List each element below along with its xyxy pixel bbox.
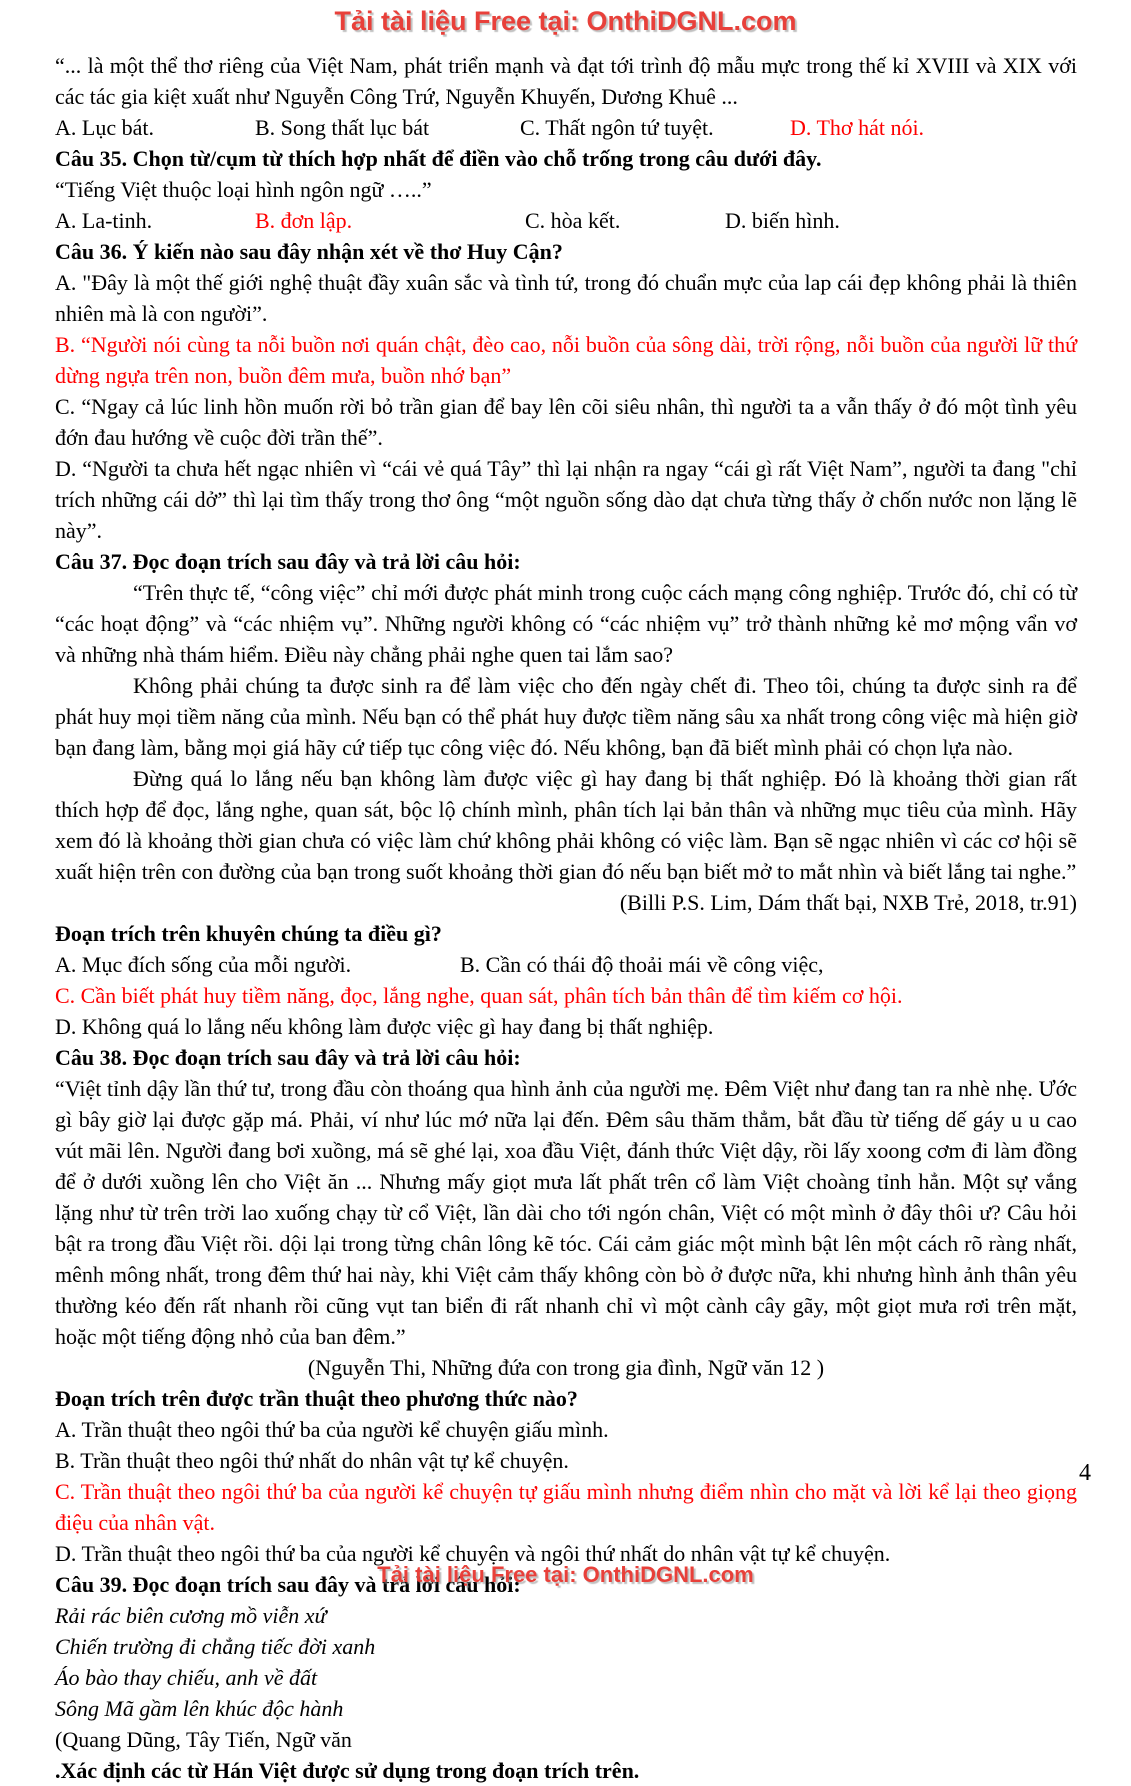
q37-option-a: A. Mục đích sống của mỗi người. (55, 952, 352, 977)
q37-passage-para1: “Trên thực tế, “công việc” chỉ mới được phát minh trong cuộc cách mạng công nghiệp. Trước đó, chỉ có từ “các hoạt động” và “các nhiệm vụ”. Những người không có “các nhiệm vụ” trở thành những kẻ mơ mộng vẩn vơ và những nhà thám hiểm. Điều này chẳng phải nghe quen tai lắm sao? (55, 580, 1077, 667)
q38-source: (Nguyễn Thi, Những đứa con trong gia đình, Ngữ văn 12 ) (307, 1355, 825, 1380)
q38-option-c-answer: C. Trần thuật theo ngôi thứ ba của người kể chuyện tự giấu mình nhưng điểm nhìn cho mặt và lời kể lại theo giọng điệu của nhân vật. (55, 1479, 1077, 1535)
q35-options-row (55, 205, 1077, 236)
q39-poem-line-2: Chiến trường đi chẳng tiếc đời xanh (55, 1634, 376, 1659)
q35-option-a: A. La-tinh. (55, 208, 153, 233)
q37-options-row-ab (55, 949, 1077, 980)
q38-heading: Câu 38. Đọc đoạn trích sau đây và trả lời câu hỏi: (55, 1045, 521, 1070)
q39-source: (Quang Dũng, Tây Tiến, Ngữ văn (55, 1727, 352, 1752)
header-banner (0, 6, 1131, 37)
q36-option-b-answer: B. “Người nói cùng ta nỗi buồn nơi quán chật, đèo cao, nỗi buồn của sông dài, trời rộng, nỗi buồn của người lữ thứ dừng ngựa trên non, buồn đêm mưa, buồn nhớ bạn” (55, 332, 1077, 388)
q37-heading: Câu 37. Đọc đoạn trích sau đây và trả lời câu hỏi: (55, 549, 521, 574)
q36-option-d: D. “Người ta chưa hết ngạc nhiên vì “cái vẻ quá Tây” thì lại nhận ra ngay “cái gì rất Việt Nam”, người ta đang "chỉ trích những cái dở” thì lại tìm thấy trong thơ ông “một nguồn sống dào dạt chưa từng thấy ở chốn nước non lặng lẽ này”. (55, 456, 1077, 543)
q34-stem: “... là một thể thơ riêng của Việt Nam, phát triển mạnh và đạt tới trình độ mẫu mực trong thế kỉ XVIII và XIX với các tác gia kiệt xuất như Nguyễn Công Trứ, Nguyễn Khuyến, Dương Khuê ... (55, 53, 1077, 109)
q34-option-d-answer: D. Thơ hát nói. (790, 115, 925, 140)
q38-option-a: A. Trần thuật theo ngôi thứ ba của người kể chuyện giấu mình. (55, 1417, 609, 1442)
q34-option-b: B. Song thất lục bát (255, 115, 430, 140)
q38-option-b: B. Trần thuật theo ngôi thứ nhất do nhân vật tự kể chuyện. (55, 1448, 569, 1473)
q39-poem-line-4: Sông Mã gầm lên khúc độc hành (55, 1696, 344, 1721)
q39-poem-line-1: Rải rác biên cương mồ viễn xứ (55, 1603, 327, 1628)
q35-heading: Câu 35. Chọn từ/cụm từ thích hợp nhất để điền vào chỗ trống trong câu dưới đây. (55, 146, 822, 171)
document-body (55, 50, 1077, 1786)
q39-question: .Xác định các từ Hán Việt được sử dụng trong đoạn trích trên. (55, 1758, 640, 1783)
q36-heading: Câu 36. Ý kiến nào sau đây nhận xét về thơ Huy Cận? (55, 239, 563, 264)
q39-heading: Câu 39. Đọc đoạn trích sau đây và trả lời câu hỏi: (55, 1572, 521, 1597)
q37-passage-para3: Đừng quá lo lắng nếu bạn không làm được việc gì hay đang bị thất nghiệp. Đó là khoảng thời gian rất thích hợp để đọc, lắng nghe, quan sát, bộc lộ chính mình, phân tích lại bản thân và những mục tiêu của mình. Hãy xem đó là khoảng thời gian chưa có việc làm chứ không phải không có việc làm. Bạn sẽ ngạc nhiên vì các cơ hội sẽ xuất hiện trên con đường của bạn trong suốt khoảng thời gian đó nếu bạn biết mở to mắt nhìn và biết lắng tai nghe.” (55, 766, 1077, 884)
q36-option-a: A. "Đây là một thế giới nghệ thuật đầy xuân sắc và tình tứ, trong đó chuẩn mực của lap cái đẹp không phải là thiên nhiên mà là con người”. (55, 270, 1077, 326)
q37-option-b: B. Cần có thái độ thoải mái về công việc, (460, 952, 824, 977)
q38-question: Đoạn trích trên được trần thuật theo phương thức nào? (55, 1386, 578, 1411)
footer-banner (0, 1559, 1131, 1590)
q34-option-c: C. Thất ngôn tứ tuyệt. (520, 115, 714, 140)
q37-option-c-answer: C. Cần biết phát huy tiềm năng, đọc, lắng nghe, quan sát, phân tích bản thân để tìm kiếm cơ hội. (55, 983, 903, 1008)
q35-stem: “Tiếng Việt thuộc loại hình ngôn ngữ …..” (55, 177, 432, 202)
page-number: 4 (1079, 1460, 1091, 1486)
q37-question: Đoạn trích trên khuyên chúng ta điều gì? (55, 921, 442, 946)
q35-option-b-answer: B. đơn lập. (255, 208, 353, 233)
q37-option-d: D. Không quá lo lắng nếu không làm được việc gì hay đang bị thất nghiệp. (55, 1014, 714, 1039)
q38-option-d: D. Trần thuật theo ngôi thứ ba của người kể chuyện và ngôi thứ nhất do nhân vật tự kể chuyện. (55, 1541, 891, 1566)
q34-option-a: A. Lục bát. (55, 115, 154, 140)
q36-option-c: C. “Ngay cả lúc linh hồn muốn rời bỏ trần gian để bay lên cõi siêu nhân, thì người ta a vẫn thấy ở đó một tình yêu đớn đau hướng về cuộc đời trần thế”. (55, 394, 1077, 450)
q35-option-d: D. biến hình. (725, 208, 840, 233)
q37-passage-para2: Không phải chúng ta được sinh ra để làm việc cho đến ngày chết đi. Theo tôi, chúng ta được sinh ra để phát huy mọi tiềm năng của mình. Nếu bạn có thể phát huy được tiềm năng sâu xa nhất trong công việc mà hiện giờ bạn đang làm, bằng mọi giá hãy cứ tiếp tục công việc đó. Nếu không, bạn đã biết mình phải có chọn lựa nào. (55, 673, 1077, 760)
q37-source: (Billi P.S. Lim, Dám thất bại, NXB Trẻ, 2018, tr.91) (619, 890, 1077, 915)
header-link[interactable]: Tải tài liệu Free tại: OnthiDGNL.com (334, 6, 797, 36)
q35-option-c: C. hòa kết. (525, 208, 621, 233)
q34-options-row (55, 112, 1077, 143)
q38-passage: “Việt tỉnh dậy lần thứ tư, trong đầu còn thoáng qua hình ảnh của người mẹ. Đêm Việt như đang tan ra nhè nhẹ. Ước gì bây giờ lại được gặp má. Phải, ví như lúc mớ nữa lại đến. Đêm sâu thăm thẳm, bắt đầu từ tiếng dế gáy u u cao vút mãi lên. Người đang bơi xuồng, má sẽ ghé lại, xoa đầu Việt, đánh thức Việt dậy, rồi lấy xoong cơm đi làm đồng để ở dưới xuồng lên cho Việt ăn ... Nhưng mấy giọt mưa lất phất trên cổ làm Việt choàng tỉnh hẳn. Một sự vắng lặng như từ trên trời lao xuống chạy từ cổ Việt, lần dài cho tới ngón chân, Việt có một mình ở đây thôi ư? Câu hỏi bật ra trong đầu Việt rồi. dội lại trong từng chân lông kẽ tóc. Cái cảm giác một mình bật lên một cách rõ ràng nhất, mênh mông nhất, trong đêm thứ hai này, khi Việt cảm thấy không còn bò ở được nữa, khi nhưng hình ảnh thân yêu thường kéo đến rất nhanh rồi cũng vụt tan biển đi rất nhanh chỉ vì một cành cây gãy, một giọt mưa rơi trên mặt, hoặc một tiếng động nhỏ của ban đêm.” (55, 1076, 1077, 1349)
q39-poem-line-3: Áo bào thay chiếu, anh về đất (55, 1665, 318, 1690)
footer-link[interactable]: Tải tài liệu Free tại: OnthiDGNL.com (377, 1562, 754, 1587)
